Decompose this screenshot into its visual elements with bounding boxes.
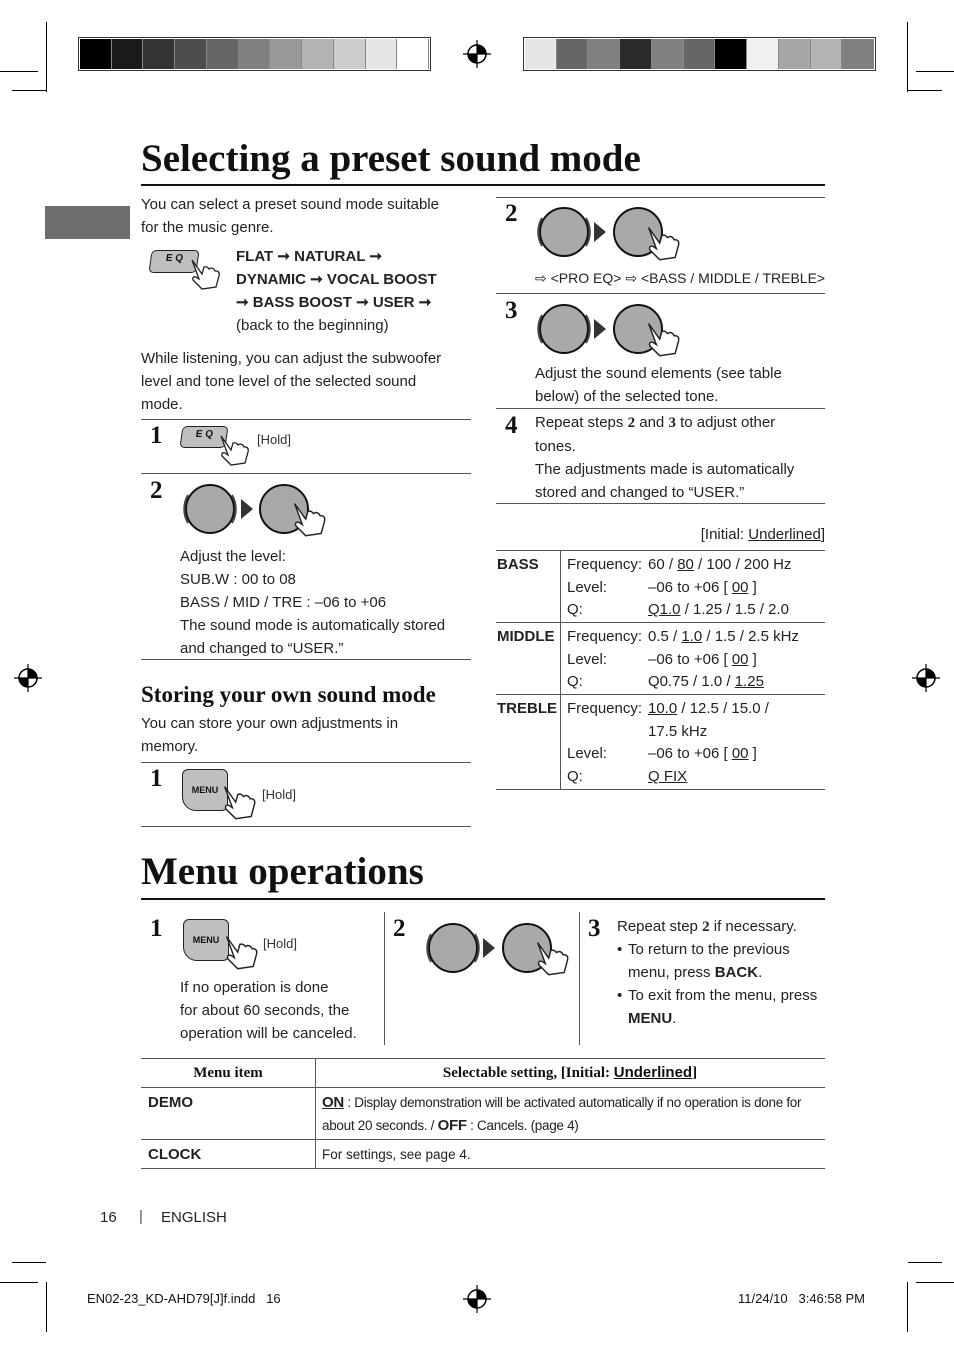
hand-press-icon [288,497,330,539]
table-rule [141,1139,825,1140]
treble-q-value: Q FIX [648,768,688,785]
step-number: 1 [150,765,163,792]
crop-mark [916,1282,954,1283]
rotate-arrows-icon [532,200,596,264]
listening-text: While listening, you can adjust the subwoofer level and tone level of the selected sound mode. [141,350,442,413]
hand-press-icon [218,780,260,822]
tone-name-treble: TREBLE [497,700,557,717]
crop-mark [12,1262,46,1263]
hand-press-icon [531,936,573,978]
storing-text: You can store your own adjustments in memory. [141,715,399,755]
divider [579,912,580,1045]
color-swatch [620,39,652,69]
treble-q-label: Q: [567,768,583,785]
title-rule [141,898,825,900]
language-tab [45,206,130,239]
registration-mark-icon [14,664,42,692]
bullet-list: • To return to the previous menu, press BACK. • To exit from the menu, press MENU. [617,941,818,1027]
color-swatch [175,39,207,69]
color-swatch [811,39,843,69]
intro-text: You can select a preset sound mode suitable for the music genre. [141,196,439,236]
hold-label: [Hold] [262,787,296,802]
color-swatch [207,39,239,69]
clock-setting-text: For settings, see page 4. [322,1147,471,1162]
table-rule [496,622,825,623]
step-number: 2 [150,477,163,504]
menu-timeout-text: If no operation is done for about 60 seconds, the operation will be canceled. [180,979,357,1042]
color-calibration-bar-right [523,37,876,71]
step-number: 3 [505,297,518,324]
slug-filename: EN02-23_KD-AHD79[J]f.indd 16 [87,1291,281,1306]
crop-mark [908,1262,942,1263]
hand-press-icon [186,254,224,292]
treble-frequency-label: Frequency: [567,700,643,717]
arrow-right-icon [241,499,253,519]
color-swatch [588,39,620,69]
color-swatch [239,39,271,69]
section-heading: Storing your own sound mode [141,682,436,707]
table-header-setting: Selectable setting, [Initial: Underlined] [442,1064,698,1081]
crop-mark [12,90,46,91]
table-rule [496,789,825,790]
table-header-menu-item: Menu item [193,1065,263,1081]
initial-note: [Initial: Underlined] [700,526,825,543]
middle-level-label: Level: [567,651,608,668]
color-swatch [557,39,589,69]
footer-separator: | [139,1208,143,1225]
color-swatch [302,39,334,69]
menu-button-icon: MENU [182,769,228,811]
color-swatch [747,39,779,69]
table-rule [496,694,825,695]
middle-q-label: Q: [567,673,583,690]
step-number: 4 [505,412,518,439]
arrow-right-icon [594,222,606,242]
color-calibration-bar-left [78,37,431,71]
rotate-arrows-icon [178,477,242,541]
page-title: Selecting a preset sound mode [141,137,641,180]
rotate-arrows-icon [532,297,596,361]
bass-q-label: Q: [567,601,583,618]
divider [141,659,471,660]
divider [141,419,471,420]
color-swatch [684,39,716,69]
title-rule [141,184,825,186]
color-swatch [397,39,429,69]
divider [496,197,825,198]
color-swatch [366,39,398,69]
table-rule [141,1087,825,1088]
table-rule [141,1058,825,1059]
tone-name-bass: BASS [497,556,539,573]
middle-q-value: Q0.75 / 1.0 / 1.25 [648,673,764,690]
middle-level-value: –06 to +06 [ 00 ] [648,651,757,668]
menu-item-demo: DEMO [148,1094,193,1111]
sound-mode-cycle: FLAT ➞ NATURAL ➞ DYNAMIC ➞ VOCAL BOOST ➞ BASS BOOST ➞ USER ➞ (back to the beginning) [236,248,437,334]
hold-label: [Hold] [257,432,291,447]
hand-press-icon [220,930,262,972]
color-swatch [334,39,366,69]
treble-level-label: Level: [567,745,608,762]
divider [384,912,385,1045]
color-swatch [525,39,557,69]
table-rule [141,1168,825,1169]
footer-language: ENGLISH [161,1209,227,1226]
crop-mark [916,71,954,72]
divider [496,293,825,294]
divider [141,473,471,474]
table-rule [560,550,561,789]
slug-timestamp: 11/24/10 3:46:58 PM [738,1291,865,1306]
step-number: 2 [505,200,518,227]
color-swatch [143,39,175,69]
step-number: 1 [150,915,163,942]
crop-mark [0,71,38,72]
color-swatch [270,39,302,69]
registration-mark-icon [463,40,491,68]
treble-frequency-value-2: 17.5 kHz [648,723,708,740]
crop-mark [46,22,47,92]
menu-item-clock: CLOCK [148,1146,202,1163]
menu-button-icon: MENU [183,919,229,961]
bass-frequency-label: Frequency: [567,556,643,573]
adjust-level-text: Adjust the level: SUB.W : 00 to 08 BASS / MID / TRE : –06 to +06 The sound mode is automatically stored and changed to “USER.” [180,548,446,657]
demo-setting-text: ON : Display demonstration will be activated automatically if no operation is done for about 20 seconds. / OFF : Cancels. (page 4) [322,1094,802,1134]
crop-mark [908,90,942,91]
repeat-step-text: Repeat step 2 if necessary. [617,918,797,935]
color-swatch [112,39,144,69]
registration-mark-icon [912,664,940,692]
step-number: 3 [588,915,601,942]
crop-mark [907,1282,908,1332]
tone-name-middle: MIDDLE [497,628,555,645]
step-number: 1 [150,422,163,449]
crop-mark [907,22,908,92]
bass-q-value: Q1.0 / 1.25 / 1.5 / 2.0 [648,601,789,618]
registration-mark-icon [463,1285,491,1313]
color-swatch [80,39,112,69]
crop-mark [46,1282,47,1332]
table-rule [496,550,825,551]
page-number: 16 [100,1209,117,1226]
divider [496,503,825,504]
eq-button-icon: E Q [148,250,199,273]
eq-button-icon: E Q [179,426,228,448]
menu-path-text: ⇨ <PRO EQ> ⇨ <BASS / MIDDLE / TREBLE> [535,270,826,286]
section-title: Menu operations [141,850,424,893]
bass-level-label: Level: [567,579,608,596]
repeat-steps-text: Repeat steps 2 and 3 to adjust other tones. The adjustments made is automatically stored and changed to “USER.” [535,414,795,501]
middle-frequency-label: Frequency: [567,628,643,645]
adjust-elements-text: Adjust the sound elements (see table below) of the selected tone. [535,365,782,405]
divider [496,408,825,409]
color-swatch [842,39,874,69]
arrow-right-icon [483,938,495,958]
treble-frequency-value: 10.0 / 12.5 / 15.0 / [648,700,769,717]
middle-frequency-value: 0.5 / 1.0 / 1.5 / 2.5 kHz [648,628,799,645]
step-number: 2 [393,915,406,942]
crop-mark [0,1282,38,1283]
bass-level-value: –06 to +06 [ 00 ] [648,579,757,596]
color-swatch [779,39,811,69]
treble-level-value: –06 to +06 [ 00 ] [648,745,757,762]
hold-label: [Hold] [263,936,297,951]
color-swatch [715,39,747,69]
rotate-arrows-icon [421,916,485,980]
hand-press-icon [642,221,684,263]
hand-press-icon [215,430,253,468]
color-swatch [652,39,684,69]
bass-frequency-value: 60 / 80 / 100 / 200 Hz [648,556,792,573]
hand-press-icon [642,317,684,359]
divider [141,762,471,763]
divider [141,826,471,827]
arrow-right-icon [594,319,606,339]
